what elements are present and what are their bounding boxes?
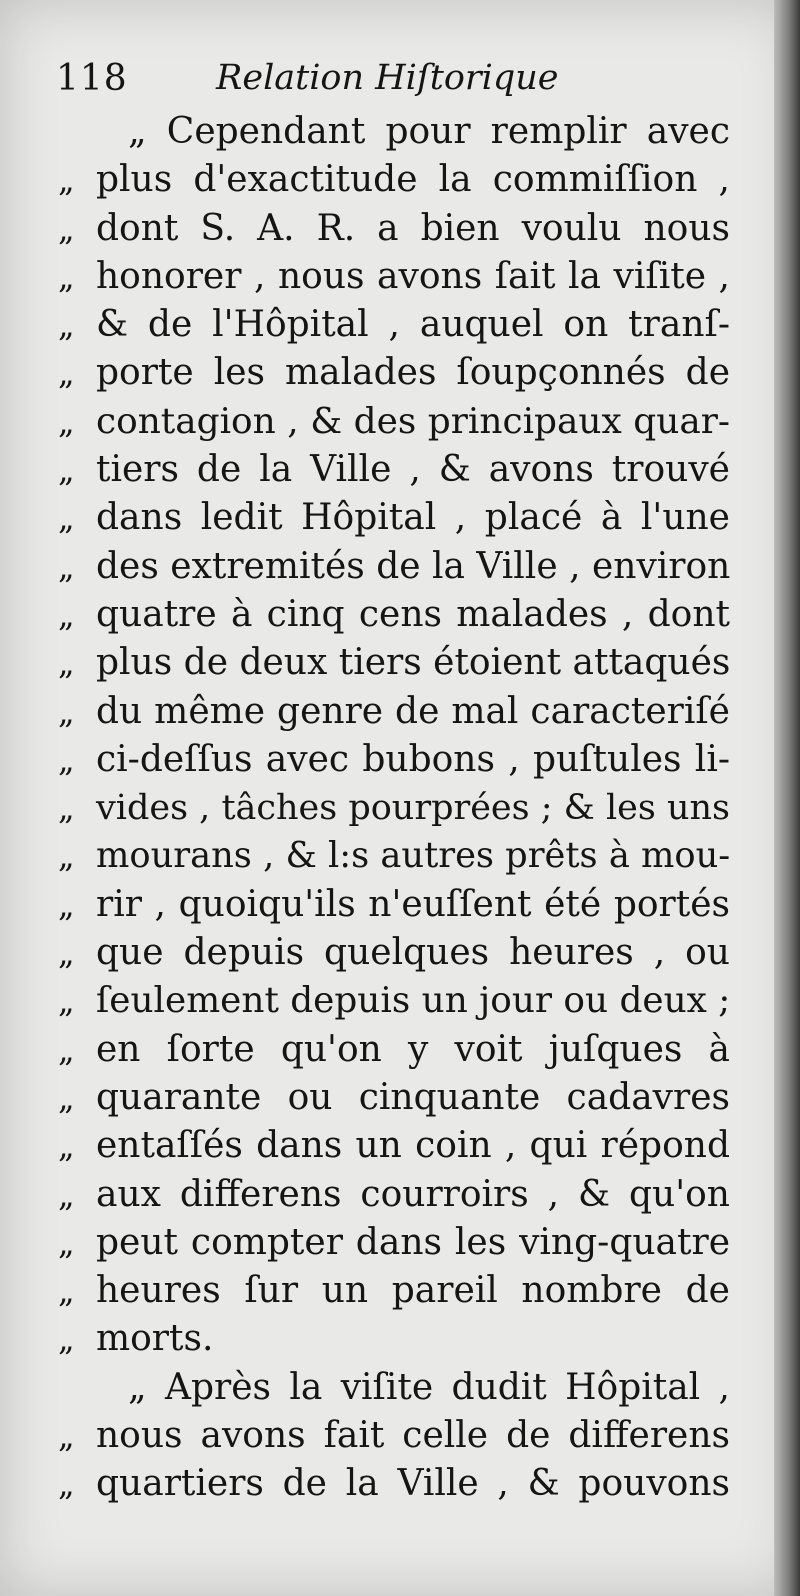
text-line xyxy=(58,688,730,736)
line-text: honorer , nous avons ſait la viſite , xyxy=(96,255,730,297)
text-line xyxy=(58,1171,730,1219)
text-line xyxy=(58,881,730,929)
quote-mark: „ xyxy=(58,209,75,248)
quote-mark: „ xyxy=(58,354,75,393)
line-text: „ Cependant pour remplir avec xyxy=(128,111,730,152)
page-edge-shadow xyxy=(774,0,800,1596)
line-text: vides , tâches pourprées ; & les uns xyxy=(96,788,730,829)
line-text: „ Après la viſite dudit Hôpital , xyxy=(128,1366,730,1408)
quote-mark: „ xyxy=(58,789,75,828)
text-line xyxy=(58,494,730,542)
line-text: plus de deux tiers étoient attaqués xyxy=(96,642,731,684)
line-text: tiers de la Ville , & avons trouvé xyxy=(96,449,730,491)
quote-mark: „ xyxy=(58,885,75,924)
quote-mark: „ xyxy=(58,740,75,779)
line-text: que depuis quelques heures , ou xyxy=(96,932,730,974)
quote-mark: „ xyxy=(58,547,75,586)
text-line xyxy=(58,736,730,784)
quote-mark: „ xyxy=(58,306,75,345)
quote-mark: „ xyxy=(58,1223,75,1262)
body-text xyxy=(58,108,730,1509)
line-text: plus d'exactitude la commiſſion , xyxy=(96,159,730,201)
text-line xyxy=(58,446,730,494)
text-line xyxy=(58,398,730,446)
quote-mark: „ xyxy=(58,1320,75,1359)
quote-mark: „ xyxy=(58,499,75,538)
text-line xyxy=(58,543,730,591)
line-text: entaſſés dans un coin , qui répond xyxy=(96,1125,730,1167)
text-line xyxy=(58,156,730,204)
quote-mark: „ xyxy=(58,1272,75,1311)
line-text: ſeulement depuis un jour ou deux ; xyxy=(96,980,731,1022)
text-line xyxy=(58,977,730,1025)
text-line xyxy=(58,1412,730,1460)
line-text: en ſorte qu'on y voit juſques à xyxy=(96,1028,730,1070)
text-line xyxy=(58,832,730,880)
quote-mark: „ xyxy=(58,161,75,200)
line-text: ci-deſſus avec bubons , puſtules li- xyxy=(96,738,730,780)
text-line xyxy=(58,349,730,397)
quote-mark: „ xyxy=(58,1127,75,1166)
quote-mark: „ xyxy=(58,595,75,634)
quote-mark: „ xyxy=(58,1465,75,1504)
line-text: heures ſur un pareil nombre de xyxy=(96,1270,730,1312)
text-line xyxy=(58,929,730,977)
text-line xyxy=(58,1026,730,1074)
quote-mark: „ xyxy=(58,1078,75,1117)
running-title: Relation Hiſtorique xyxy=(216,58,559,98)
line-text: rir , quoiqu'ils n'euſſent été portés xyxy=(96,883,730,925)
line-text: quatre à cinq cens malades , dont xyxy=(96,593,730,635)
text-line xyxy=(58,205,730,253)
line-text: quarante ou cinquante cadavres xyxy=(96,1076,730,1118)
page-number: 118 xyxy=(56,58,128,99)
quote-mark: „ xyxy=(58,982,75,1021)
line-text: mourans , & l:s autres prêts à mou- xyxy=(96,835,731,877)
quote-mark: „ xyxy=(58,934,75,973)
quote-mark: „ xyxy=(58,402,75,441)
text-line xyxy=(58,253,730,301)
line-text: contagion , & des principaux quar- xyxy=(96,400,730,442)
line-text: & de l'Hôpital , auquel on tranſ- xyxy=(96,304,730,346)
text-line xyxy=(58,301,730,349)
quote-mark: „ xyxy=(58,692,75,731)
text-line xyxy=(58,1460,730,1508)
line-text: nous avons fait celle de differens xyxy=(96,1415,730,1457)
line-text: quartiers de la Ville , & pouvons xyxy=(96,1463,730,1505)
quote-mark: „ xyxy=(58,837,75,876)
quote-mark: „ xyxy=(58,1030,75,1069)
quote-mark: „ xyxy=(58,1417,75,1456)
line-text: dans ledit Hôpital , placé à l'une xyxy=(96,497,730,539)
text-line xyxy=(58,1122,730,1170)
text-line xyxy=(58,1219,730,1267)
quote-mark: „ xyxy=(58,451,75,490)
line-text: du même genre de mal caracteriſé xyxy=(96,690,730,732)
text-line xyxy=(58,1315,730,1363)
text-line xyxy=(58,1364,730,1412)
text-line xyxy=(58,1267,730,1315)
line-text: morts. xyxy=(96,1318,214,1360)
line-text: des extremités de la Ville , environ xyxy=(96,545,731,587)
text-line xyxy=(58,591,730,639)
quote-mark: „ xyxy=(58,257,75,296)
line-text: peut compter dans les ving-quatre xyxy=(96,1221,730,1263)
text-line xyxy=(58,639,730,687)
text-line xyxy=(58,784,730,832)
line-text: aux differens courroirs , & qu'on xyxy=(96,1173,730,1215)
line-text: dont S. A. R. a bien voulu nous xyxy=(96,207,730,249)
quote-mark: „ xyxy=(58,644,75,683)
line-text: porte les malades ſoupçonnés de xyxy=(96,352,730,394)
quote-mark: „ xyxy=(58,1175,75,1214)
text-line xyxy=(58,108,730,156)
text-line xyxy=(58,1074,730,1122)
